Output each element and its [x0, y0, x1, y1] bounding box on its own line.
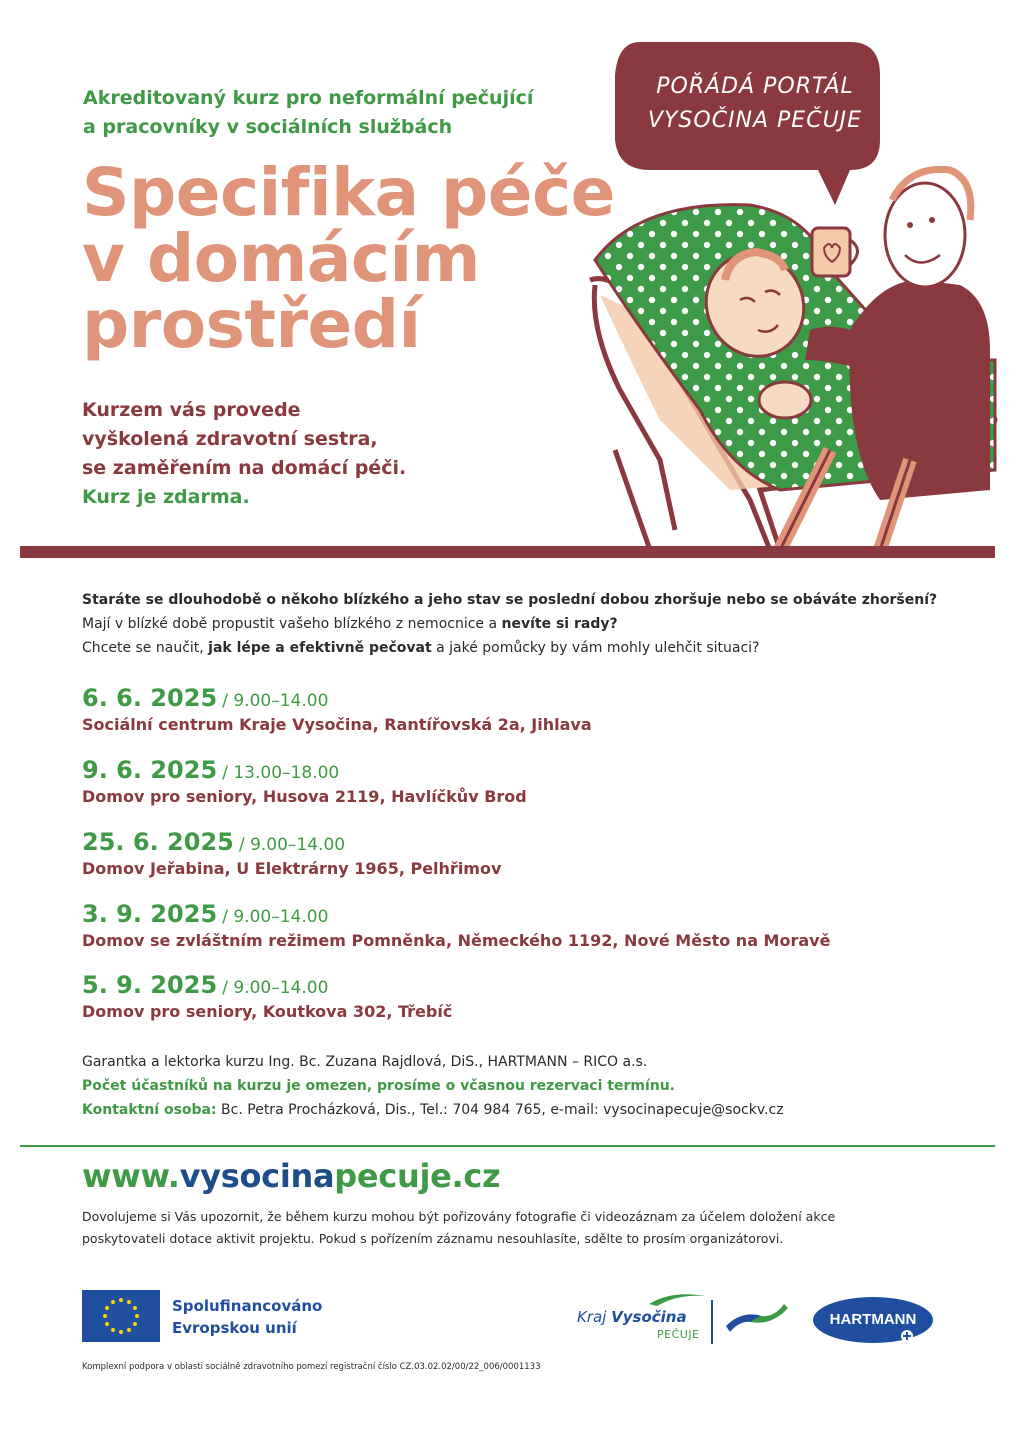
eu-flag-icon: [82, 1290, 160, 1342]
url-brand: vysocina: [179, 1157, 335, 1195]
intro-line-1: Kurzem vás provede: [82, 399, 301, 421]
question-2: [82, 612, 937, 636]
event-date: 5. 9. 2025: [82, 971, 218, 999]
subtitle-line-2: a pracovníky v sociálních službách: [83, 116, 453, 138]
intro-text: [82, 396, 406, 512]
intro-line-3: se zaměřením na domácí péči.: [82, 457, 407, 479]
event-item: [82, 684, 592, 734]
capacity-note: Počet účastníků na kurzu je omezen, prosíme o včasnou rezervaci termínu.: [82, 1078, 676, 1094]
event-time: / 9.00–14.00: [238, 835, 346, 855]
kraj-name: [577, 1308, 687, 1326]
event-time: / 9.00–14.00: [222, 907, 329, 927]
caregiver-body: [849, 280, 990, 500]
url-prefix: www.: [82, 1157, 180, 1195]
bubble-line-2: VYSOČINA PEČUJE: [647, 108, 863, 133]
question-3-text: Chcete se naučit,: [82, 640, 209, 656]
event-place: Domov Jeřabina, U Elektrárny 1965, Pelhřimov: [82, 859, 502, 878]
question-2-emphasis: nevíte si rady?: [501, 616, 618, 632]
question-3-tail: a jaké pomůcky by vám mohly ulehčit situaci?: [431, 640, 760, 656]
event-item: [82, 756, 527, 806]
caregiver-head: [885, 183, 965, 287]
event-date: 25. 6. 2025: [82, 828, 234, 856]
course-info: [82, 1050, 784, 1122]
event-item: [82, 971, 452, 1021]
hero-divider: [20, 546, 995, 558]
questions-block: [82, 588, 937, 660]
event-date: 9. 6. 2025: [82, 756, 218, 784]
registration-footnote: Komplexní podpora v oblasti sociálně zdravotního pomezí registrační číslo CZ.03.02.02/00/22_006/0001133: [82, 1362, 541, 1372]
kraj-prefix: Kraj: [577, 1308, 612, 1326]
notice-line-1: Dovolujeme si Vás upozornit, že během kurzu mohou být pořizovány fotografie či videozáznam za účelem doložení akce: [82, 1209, 836, 1224]
hartmann-text: HARTMANN: [829, 1311, 917, 1328]
question-3: [82, 636, 937, 660]
page-title: [82, 154, 615, 363]
photo-notice: [82, 1206, 882, 1250]
intro-free-note: Kurz je zdarma.: [82, 486, 250, 508]
event-item: [82, 900, 830, 950]
contact-details[interactable]: Bc. Petra Procházková, Dis., Tel.: 704 984 765, e-mail: vysocinapecuje@sockv.cz: [216, 1102, 784, 1118]
organizer-bubble: [640, 70, 870, 138]
mug: [812, 228, 850, 276]
question-3-emphasis: jak lépe a efektivně pečovat: [208, 640, 432, 656]
event-place: Sociální centrum Kraje Vysočina, Rantířovská 2a, Jihlava: [82, 715, 592, 734]
question-1: Staráte se dlouhodobě o někoho blízkého a jeho stav se poslední dobou zhoršuje nebo se obáváte zhoršení?: [82, 592, 938, 608]
kraj-bold: Vysočina: [611, 1308, 687, 1326]
hands-icon: [722, 1296, 792, 1342]
guarantor-line: Garantka a lektorka kurzu Ing. Bc. Zuzana Rajdlová, DiS., HARTMANN – RICO a.s.: [82, 1054, 648, 1070]
event-time: / 13.00–18.00: [222, 763, 340, 783]
contact-line: [82, 1098, 784, 1122]
title-line-3: prostředí: [82, 286, 421, 363]
notice-line-2: poskytovateli dotace aktivit projektu. Pokud s pořízením záznamu nesouhlasíte, sdělte to prosím organizátorovi.: [82, 1231, 784, 1246]
bubble-line-1: POŘÁDÁ PORTÁL: [656, 74, 854, 99]
eu-line-2: Evropskou unií: [172, 1319, 297, 1337]
title-line-1: Specifika péče: [82, 154, 615, 231]
event-place: Domov pro seniory, Koutkova 302, Třebíč: [82, 1002, 453, 1021]
eu-line-1: Spolufinancováno: [172, 1297, 323, 1315]
kraj-swoosh-icon: [647, 1290, 707, 1308]
footer-divider: [20, 1145, 995, 1147]
kraj-subtitle: PEČUJE: [657, 1328, 700, 1341]
event-place: Domov se zvláštním režimem Pomněnka, Německého 1192, Nové Město na Moravě: [82, 931, 831, 950]
url-suffix: pecuje.cz: [334, 1157, 501, 1195]
contact-label: Kontaktní osoba:: [82, 1102, 217, 1118]
logo-separator: [711, 1300, 713, 1344]
hartmann-logo: [812, 1296, 934, 1344]
eu-cofinanced-label: [172, 1295, 322, 1339]
website-link[interactable]: [82, 1157, 500, 1195]
event-place: Domov pro seniory, Husova 2119, Havlíčkův Brod: [82, 787, 527, 806]
intro-line-2: vyškolená zdravotní sestra,: [82, 428, 378, 450]
kraj-vysocina-logo: [577, 1290, 722, 1346]
title-line-2: v domácím: [82, 220, 480, 297]
event-item: [82, 828, 501, 878]
question-2-text: Mají v blízké době propustit vašeho blízkého z nemocnice a: [82, 616, 502, 632]
subtitle-line-1: Akreditovaný kurz pro neformální pečující: [83, 87, 534, 109]
course-subtitle: [83, 84, 533, 142]
event-time: / 9.00–14.00: [222, 978, 329, 998]
event-date: 3. 9. 2025: [82, 900, 218, 928]
event-date: 6. 6. 2025: [82, 684, 218, 712]
event-time: / 9.00–14.00: [222, 691, 329, 711]
